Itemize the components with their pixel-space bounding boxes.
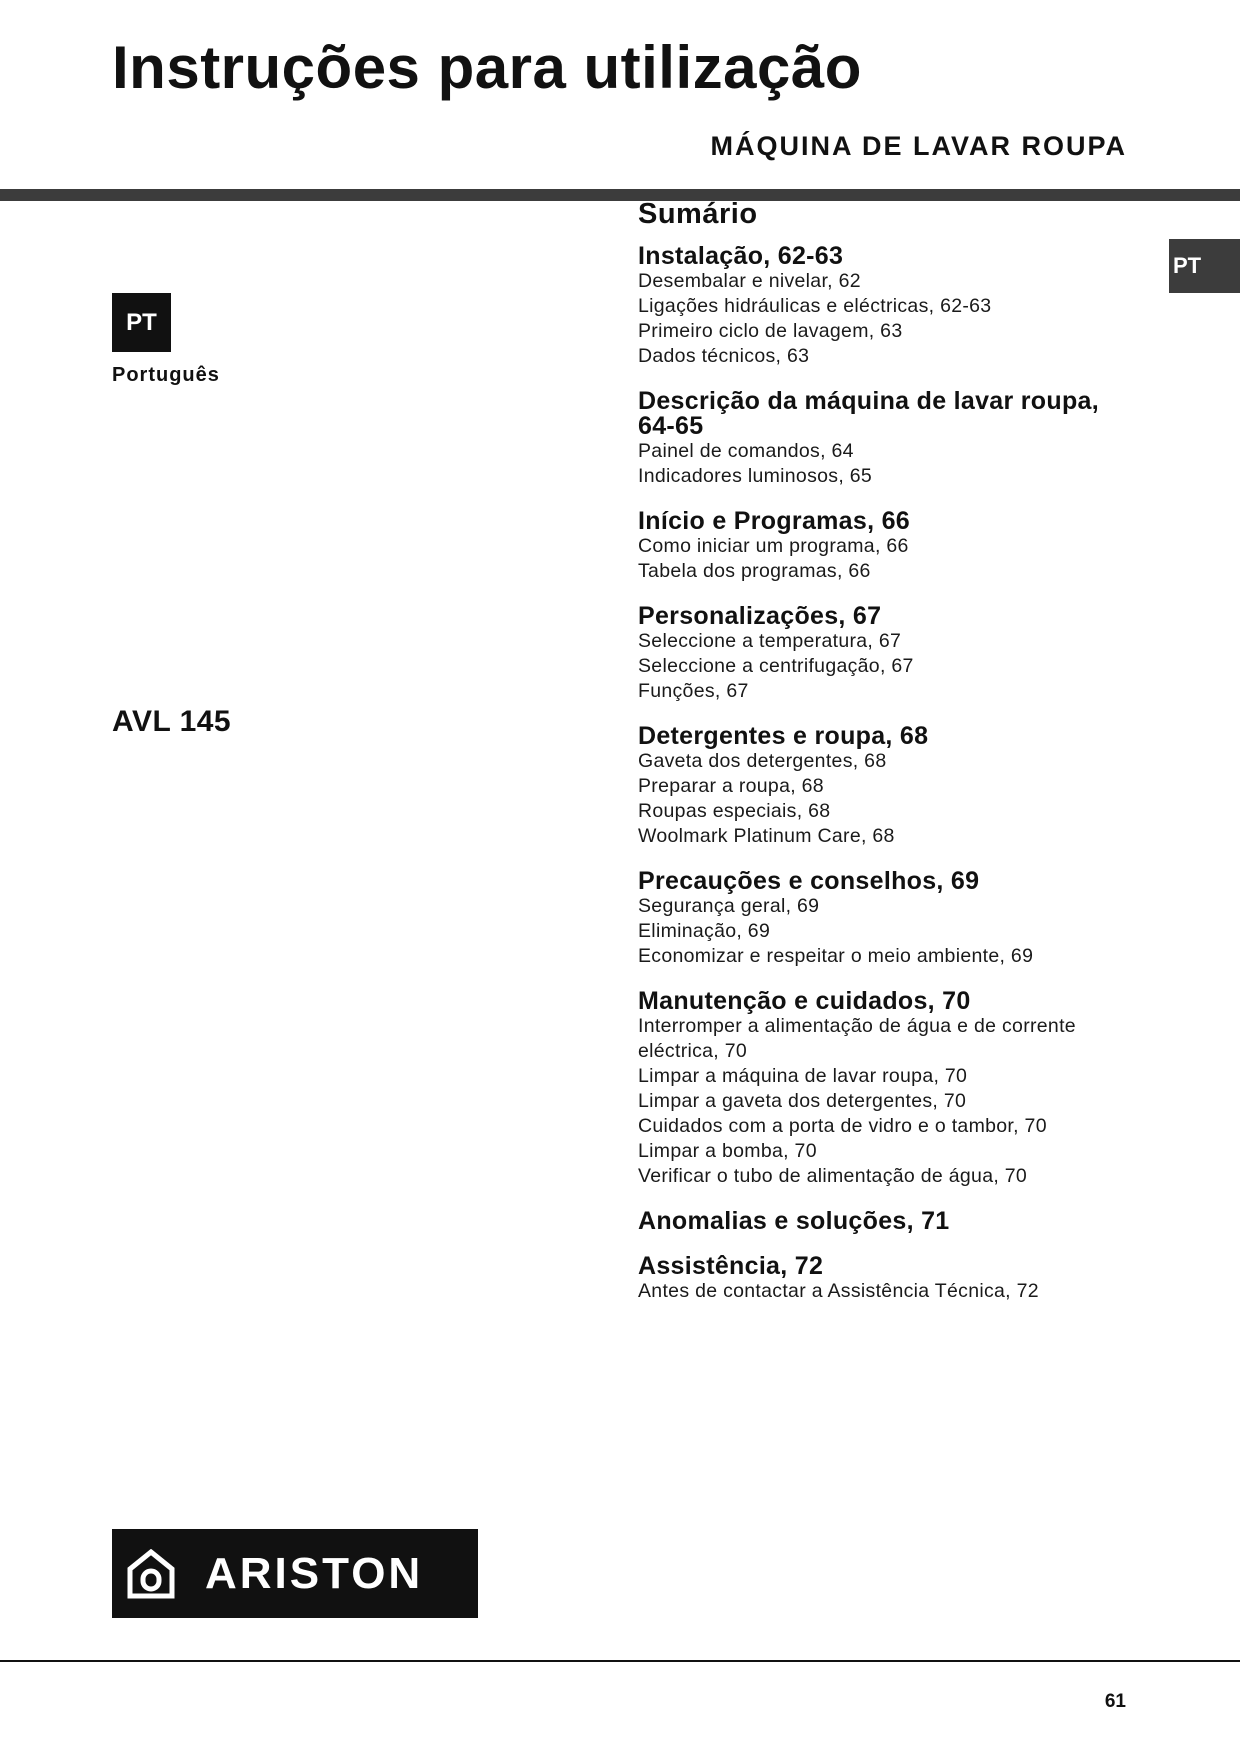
toc-section [638,721,1138,849]
toc-item: Verificar o tubo de alimentação de água, 70 [638,1164,1028,1187]
toc-item: Funções, 67 [638,679,749,702]
page-subtitle: MÁQUINA DE LAVAR ROUPA [710,131,1127,161]
toc-section-title: Detergentes e roupa, 68 [638,721,929,750]
toc-item: Antes de contactar a Assistência Técnica, 72 [638,1279,1039,1302]
logo-text: ARISTON [205,1548,424,1598]
toc-heading: Sumário [638,198,758,230]
toc-item: Gaveta dos detergentes, 68 [638,749,887,772]
toc-item: Desembalar e nivelar, 62 [638,269,861,292]
toc-item: Seleccione a temperatura, 67 [638,629,902,652]
toc-item: Interromper a alimentação de água e de corrente eléctrica, 70 [638,1014,1076,1062]
house-icon [127,1549,175,1599]
toc-section [638,241,1138,369]
toc-section-title: Anomalias e soluções, 71 [638,1206,950,1235]
toc-item: Indicadores luminosos, 65 [638,464,873,487]
toc-item: Ligações hidráulicas e eléctricas, 62-63 [638,294,992,317]
toc-section-title: Precauções e conselhos, 69 [638,866,980,895]
toc-item: Como iniciar um programa, 66 [638,534,909,557]
toc-section [638,506,1138,584]
toc-item: Roupas especiais, 68 [638,799,831,822]
toc-section [638,986,1138,1189]
toc-section [638,601,1138,704]
toc-section [638,866,1138,969]
toc-section-title: Descrição da máquina de lavar roupa, 64-65 [638,386,1099,440]
language-side-tab: PT [1169,239,1240,293]
table-of-contents [638,196,1138,1324]
model-name: AVL 145 [112,705,232,738]
toc-item: Woolmark Platinum Care, 68 [638,824,895,847]
toc-section-title: Personalizações, 67 [638,601,882,630]
toc-section-title: Manutenção e cuidados, 70 [638,986,971,1015]
language-badge: PT [112,293,171,352]
toc-item: Eliminação, 69 [638,919,771,942]
toc-item: Primeiro ciclo de lavagem, 63 [638,319,903,342]
toc-section-title: Instalação, 62-63 [638,241,844,270]
toc-sections [638,241,1138,1304]
toc-item: Dados técnicos, 63 [638,344,810,367]
toc-item: Cuidados com a porta de vidro e o tambor, 70 [638,1114,1047,1137]
toc-section [638,1251,1138,1304]
toc-item: Limpar a gaveta dos detergentes, 70 [638,1089,967,1112]
toc-section-title: Assistência, 72 [638,1251,824,1280]
toc-section-title: Início e Programas, 66 [638,506,910,535]
toc-item: Painel de comandos, 64 [638,439,854,462]
ariston-logo [112,1529,478,1618]
footer-divider [0,1660,1240,1662]
toc-item: Tabela dos programas, 66 [638,559,871,582]
toc-item: Limpar a máquina de lavar roupa, 70 [638,1064,968,1087]
toc-section [638,386,1138,489]
toc-item: Seleccione a centrifugação, 67 [638,654,914,677]
language-name: Português [112,364,220,386]
page-number: 61 [1104,1691,1126,1712]
toc-item: Economizar e respeitar o meio ambiente, 69 [638,944,1034,967]
page-title: Instruções para utilização [112,34,862,101]
toc-item: Limpar a bomba, 70 [638,1139,817,1162]
toc-section [638,1206,1138,1235]
toc-item: Preparar a roupa, 68 [638,774,824,797]
toc-item: Segurança geral, 69 [638,894,820,917]
